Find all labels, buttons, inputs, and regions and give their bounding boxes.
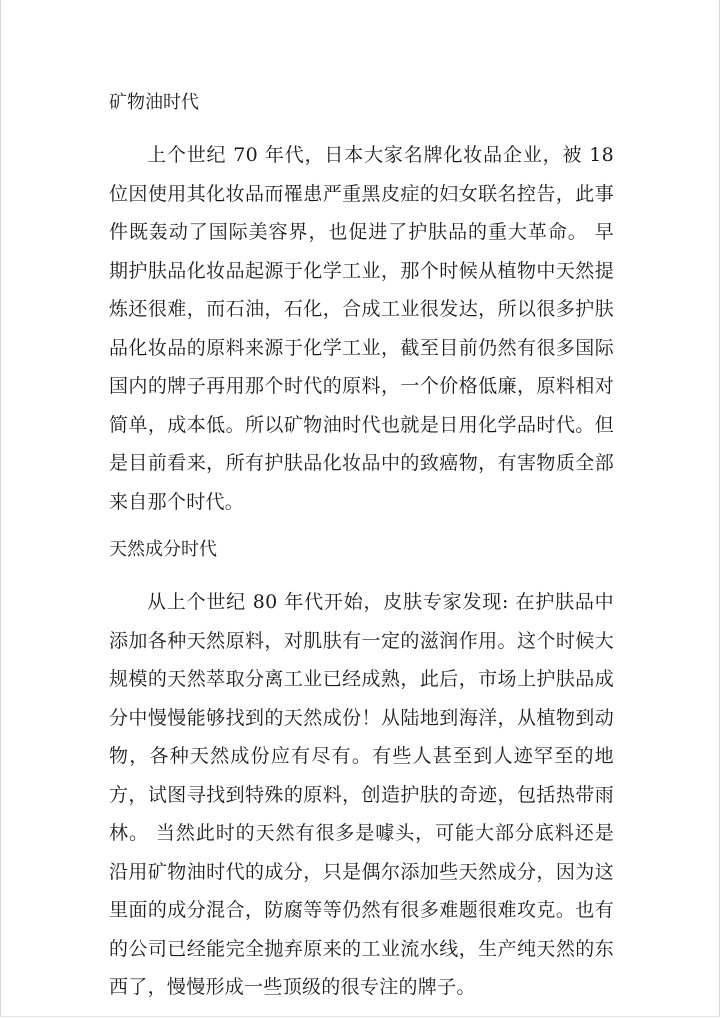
document-content: [109, 90, 614, 1007]
section-title-natural-ingredients-era: 天然成分时代: [109, 539, 217, 560]
section-title-mineral-oil-era: 矿物油时代: [109, 92, 199, 113]
section-paragraph-mineral-oil-era: 上个世纪 70 年代，日本大家名牌化妆品企业，被 18 位因使用其化妆品而罹患严重黑皮症的妇女联名控告，此事件既轰动了国际美容界，也促进了护肤品的重大革命。 早期护肤品化妆品起源于化学工业，那个时候从植物中天然提炼还很难，而石油，石化，合成工业很发达，所以很多护肤品化妆品的原料来源于化学工业，截至目前仍然有很多国际国内的牌子再用那个时代的原料，一个价格低廉，原料相对简单，成本低。所以矿物油时代也就是日用化学品时代。但是目前看来，所有护肤品化妆品中的致癌物，有害物质全部来自那个时代。: [109, 144, 614, 513]
section-paragraph-natural-ingredients-era: 从上个世纪 80 年代开始，皮肤专家发现: 在护肤品中添加各种天然原料，对肌肤有一定的滋润作用。这个时候大规模的天然萃取分离工业已经成熟，此后，市场上护肤品成分中慢慢能够找到的天然成份！从陆地到海洋，从植物到动物，各种天然成份应有尽有。有些人甚至到人迹罕至的地方，试图寻找到特殊的原料，创造护肤的奇迹，包括热带雨林。 当然此时的天然有很多是噱头，可能大部分底料还是沿用矿物油时代的成分，只是偶尔添加些天然成分，因为这里面的成分混合，防腐等等仍然有很多难题很难攻克。也有的公司已经能完全抛弃原来的工业流水线，生产纯天然的东西了，慢慢形成一些顶级的很专注的牌子。: [109, 591, 614, 998]
